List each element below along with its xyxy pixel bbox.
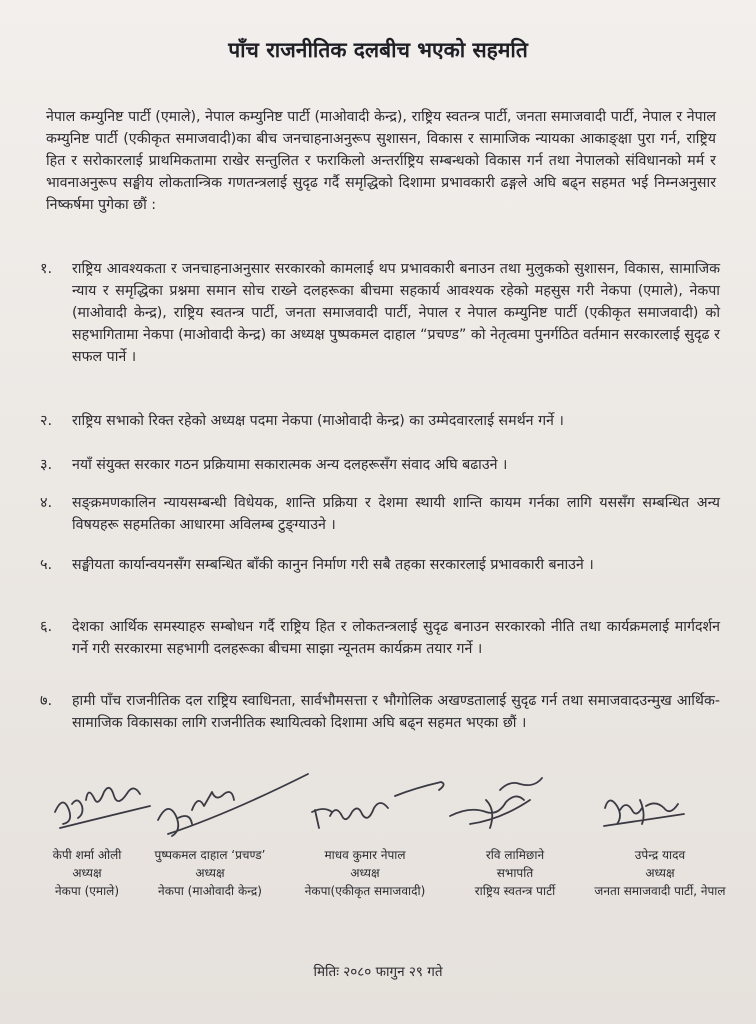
signatory-name: उपेन्द्र यादव bbox=[634, 848, 686, 862]
point-text: सङ्क्रमणकालिन न्यायसम्बन्धी विधेयक, शान्ति प्रक्रिया र देशमा स्थायी शान्ति कायम गर्नका लागि यससँग सम्बन्धित अन्य विषयहरू सहमतिका आधारमा अविलम्ब टुङ्ग्याउने । bbox=[72, 495, 720, 533]
signatory-role: सभापति bbox=[496, 866, 534, 880]
signature-prachanda bbox=[158, 774, 308, 836]
signature-madhav-nepal bbox=[312, 782, 444, 828]
signatures-drawing bbox=[0, 760, 756, 855]
document-title: पाँच राजनीतिक दलबीच भएको सहमति bbox=[228, 38, 528, 62]
signatory-rabi-lamichhane bbox=[440, 846, 590, 900]
signature-rabi-lamichhane bbox=[450, 778, 542, 828]
point-text: नयाँ संयुक्त सरकार गठन प्रक्रियामा सकारात्मक अन्य दलहरूसँग संवाद अघि बढाउने । bbox=[72, 457, 508, 473]
signatory-madhav-nepal bbox=[290, 846, 440, 900]
intro-paragraph: नेपाल कम्युनिष्ट पार्टी (एमाले), नेपाल कम्युनिष्ट पार्टी (माओवादी केन्द्र), राष्ट्रिय स्वतन्त्र पार्टी, जनता समाजवादी पार्टी, नेपाल र नेपाल कम्युनिष्ट पार्टी (एकीकृत समाजवादी)का बीच जनचाहनाअनुरूप सुशासन, विकास र सामाजिक न्यायका आकाङ्क्षा पुरा गर्न, राष्ट्रिय हित र सरोकारलाई प्राथमिकतामा राखेर सन्तुलित र फराकिलो अन्तर्राष्ट्रिय सम्बन्धको विकास गर्न तथा नेपालको संविधानको मर्म र भावनाअनुरूप सङ्घीय लोकतान्त्रिक गणतन्त्रलाई सुदृढ गर्दै समृद्धिको दिशामा प्रभावकारी ढङ्गले अघि बढ्न सहमत भई निम्नअनुसार निष्कर्षमा पुगेका छौं : bbox=[46, 109, 716, 213]
signatory-name: पुष्पकमल दाहाल ‘प्रचण्ड’ bbox=[154, 848, 266, 862]
signatory-party: नेकपा (एमाले) bbox=[54, 884, 120, 898]
point-text: राष्ट्रिय आवश्यकता र जनचाहनाअनुसार सरकारको कामलाई थप प्रभावकारी बनाउन तथा मुलुकको सुशासन, विकास, सामाजिक न्याय र समृद्धिका प्रश्नमा समान सोच राख्ने दलहरूका बीचमा सहकार्य आवश्यक रहेको महसुस गरी नेकपा (एमाले), नेकपा (माओवादी केन्द्र), राष्ट्रिय स्वतन्त्र पार्टी, जनता समाजवादी पार्टी, नेपाल र नेपाल कम्युनिष्ट पार्टी (एकीकृत समाजवादी) को सहभागितामा नेकपा (माओवादी केन्द्र) का अध्यक्ष पुष्पकमल दाहाल “प्रचण्ड” को नेतृत्वमा पुनर्गठित वर्तमान सरकारलाई सुदृढ र सफल पार्ने । bbox=[72, 261, 720, 365]
point-number: ५. bbox=[40, 557, 53, 573]
signatory-party: नेकपा (माओवादी केन्द्र) bbox=[158, 884, 262, 898]
point-number: ४. bbox=[40, 495, 53, 511]
point-text: देशका आर्थिक समस्याहरु सम्बोधन गर्दै राष्ट्रिय हित र लोकतन्त्रलाई सुदृढ बनाउन सरकारको नीति तथा कार्यक्रमलाई मार्गदर्शन गर्ने गरी सरकारमा सहभागी दलहरूका बीचमा साझा न्यूनतम कार्यक्रम तयार गर्ने । bbox=[72, 619, 720, 657]
point-number: १. bbox=[40, 261, 53, 277]
signatory-party: जनता समाजवादी पार्टी, नेपाल bbox=[594, 884, 726, 898]
document-date: मितिः २०८० फागुन २९ गते bbox=[313, 964, 443, 980]
point-text: हामी पाँच राजनीतिक दल राष्ट्रिय स्वाधिनता, सार्वभौमसत्ता र भौगोलिक अखण्डतालाई सुदृढ गर्न तथा समाजवादउन्मुख आर्थिक-सामाजिक विकासका लागि राजनीतिक स्थायित्वको दिशामा अघि बढ्न सहमत भएका छौं । bbox=[72, 693, 720, 731]
signatory-name: केपी शर्मा ओली bbox=[52, 848, 122, 862]
point-text: राष्ट्रिय सभाको रिक्त रहेको अध्यक्ष पदमा नेकपा (माओवादी केन्द्र) का उम्मेदवारलाई समर्थन गर्ने । bbox=[72, 413, 564, 429]
signatory-prachanda bbox=[130, 846, 290, 900]
signatory-party: राष्ट्रिय स्वतन्त्र पार्टी bbox=[474, 884, 556, 898]
signatory-party: नेकपा(एकीकृत समाजवादी) bbox=[304, 884, 426, 898]
signatory-role: अध्यक्ष bbox=[72, 866, 102, 880]
signature-upendra-yadav bbox=[604, 800, 684, 826]
signatory-role: अध्यक्ष bbox=[350, 866, 380, 880]
signatory-name: माधव कुमार नेपाल bbox=[324, 848, 406, 862]
point-number: ६. bbox=[40, 619, 53, 635]
point-text: सङ्घीयता कार्यान्वयनसँग सम्बन्धित बाँकी कानुन निर्माण गरी सबै तहका सरकारलाई प्रभावकारी बनाउने । bbox=[72, 557, 594, 573]
signatory-upendra-yadav bbox=[570, 846, 750, 900]
signature-oli bbox=[55, 788, 150, 828]
point-number: २. bbox=[40, 413, 53, 429]
signatory-role: अध्यक्ष bbox=[645, 866, 675, 880]
point-number: ७. bbox=[40, 693, 53, 709]
signatory-name: रवि लामिछाने bbox=[485, 848, 545, 862]
point-number: ३. bbox=[40, 457, 53, 473]
signatory-role: अध्यक्ष bbox=[195, 866, 225, 880]
